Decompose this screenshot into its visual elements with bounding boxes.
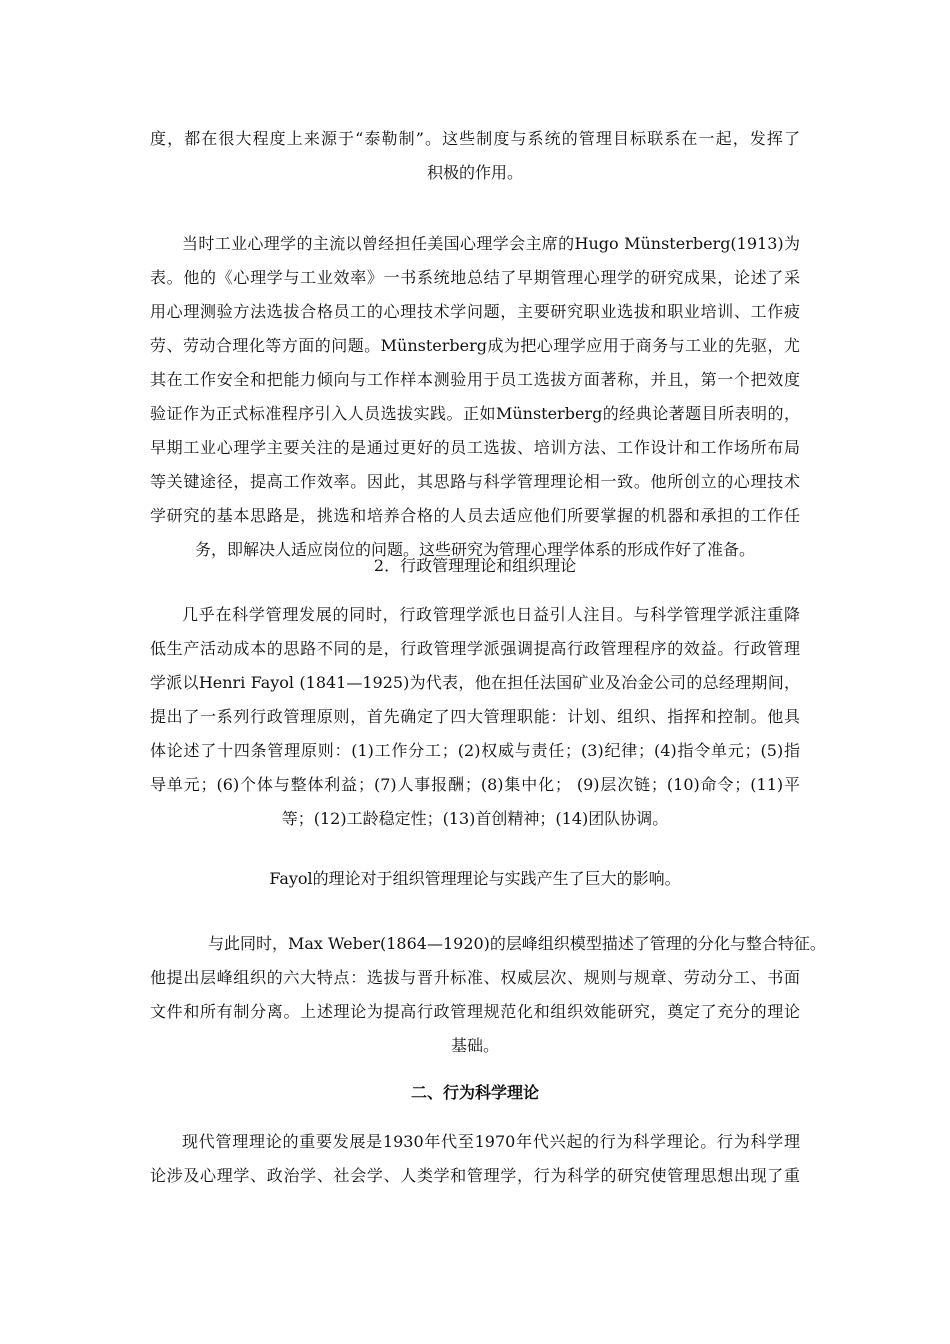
paragraph-fayol-influence: Fayol的理论对于组织管理理论与实践产生了巨大的影响。	[269, 869, 681, 888]
paragraph-line: 他提出层峰组织的六大特点：选拔与晋升标准、权威层次、规则与规章、劳动分工、书面	[150, 968, 800, 987]
paragraph-weber	[150, 927, 826, 1063]
section-heading-behavioral-science: 二、行为科学理论	[410, 1083, 539, 1102]
paragraph-line: 导单元；(6)个体与整体利益；(7)人事报酬；(8)集中化； (9)层次链；(10)命令；(11)平	[150, 775, 800, 794]
paragraph-line: 用心理测验方法选拔合格员工的心理技术学问题，主要研究职业选拔和职业培训、工作疲	[150, 302, 800, 321]
paragraph-taylor-continuation	[150, 122, 800, 190]
paragraph-line: 等关键途径，提高工作效率。因此，其思路与科学管理理论相一致。他所创立的心理技术	[150, 472, 800, 491]
paragraph-line: 几乎在科学管理发展的同时，行政管理学派也日益引人注目。与科学管理学派注重降	[182, 605, 800, 624]
paragraph-line: 劳、劳动合理化等方面的问题。Münsterberg成为把心理学应用于商务与工业的先驱，尤	[150, 336, 800, 355]
paragraph-line: 度，都在很大程度上来源于“泰勒制”。这些制度与系统的管理目标联系在一起，发挥了	[150, 129, 800, 148]
paragraph-fayol	[150, 598, 800, 836]
paragraph-line: 提出了一系列行政管理原则，首先确定了四大管理职能：计划、组织、指挥和控制。他具	[150, 707, 800, 726]
paragraph-line: 论涉及心理学、政治学、社会学、人类学和管理学，行为科学的研究使管理思想出现了重	[150, 1166, 800, 1185]
paragraph-line: 文件和所有制分离。上述理论为提高行政管理规范化和组织效能研究，奠定了充分的理论	[150, 1002, 800, 1021]
paragraph-line: 现代管理理论的重要发展是1930年代至1970年代兴起的行为科学理论。行为科学理	[182, 1132, 800, 1151]
paragraph-line: 积极的作用。	[426, 163, 523, 182]
section-heading-administrative-theory: 2．行政管理理论和组织理论	[373, 556, 577, 575]
paragraph-line: 学派以Henri Fayol (1841—1925)为代表，他在担任法国矿业及冶金公司的总经理期间，	[150, 673, 800, 692]
paragraph-line: 当时工业心理学的主流以曾经担任美国心理学会主席的Hugo Münsterberg(1913)为	[182, 234, 800, 253]
paragraph-line: 务，即解决人适应岗位的问题。这些研究为管理心理学体系的形成作好了准备。	[194, 540, 755, 559]
paragraph-line: 早期工业心理学主要关注的是通过更好的员工选拔、培训方法、工作设计和工作场所布局	[150, 438, 800, 457]
paragraph-munsterberg	[150, 227, 800, 567]
paragraph-line: 与此同时，Max Weber(1864—1920)的层峰组织模型描述了管理的分化与整合特征。	[208, 934, 826, 953]
paragraph-line: 等；(12)工龄稳定性；(13)首创精神；(14)团队协调。	[281, 809, 669, 828]
paragraph-line: 表。他的《心理学与工业效率》一书系统地总结了早期管理心理学的研究成果，论述了采	[150, 268, 800, 287]
paragraph-line: 学研究的基本思路是，挑选和培养合格的人员去适应他们所要掌握的机器和承担的工作任	[150, 506, 800, 525]
paragraph-line: 其在工作安全和把能力倾向与工作样本测验用于员工选拔方面著称，并且，第一个把效度	[150, 370, 800, 389]
paragraph-line: 基础。	[450, 1036, 499, 1055]
paragraph-line: 体论述了十四条管理原则：(1)工作分工；(2)权威与责任；(3)纪律；(4)指令单元；(5)指	[150, 741, 800, 760]
paragraph-line: 验证作为正式标准程序引入人员选拔实践。正如Münsterberg的经典论著题目所表明的，	[150, 404, 800, 423]
paragraph-line: 低生产活动成本的思路不同的是，行政管理学派强调提高行政管理程序的效益。行政管理	[150, 639, 800, 658]
paragraph-behavioral-science	[150, 1125, 800, 1193]
